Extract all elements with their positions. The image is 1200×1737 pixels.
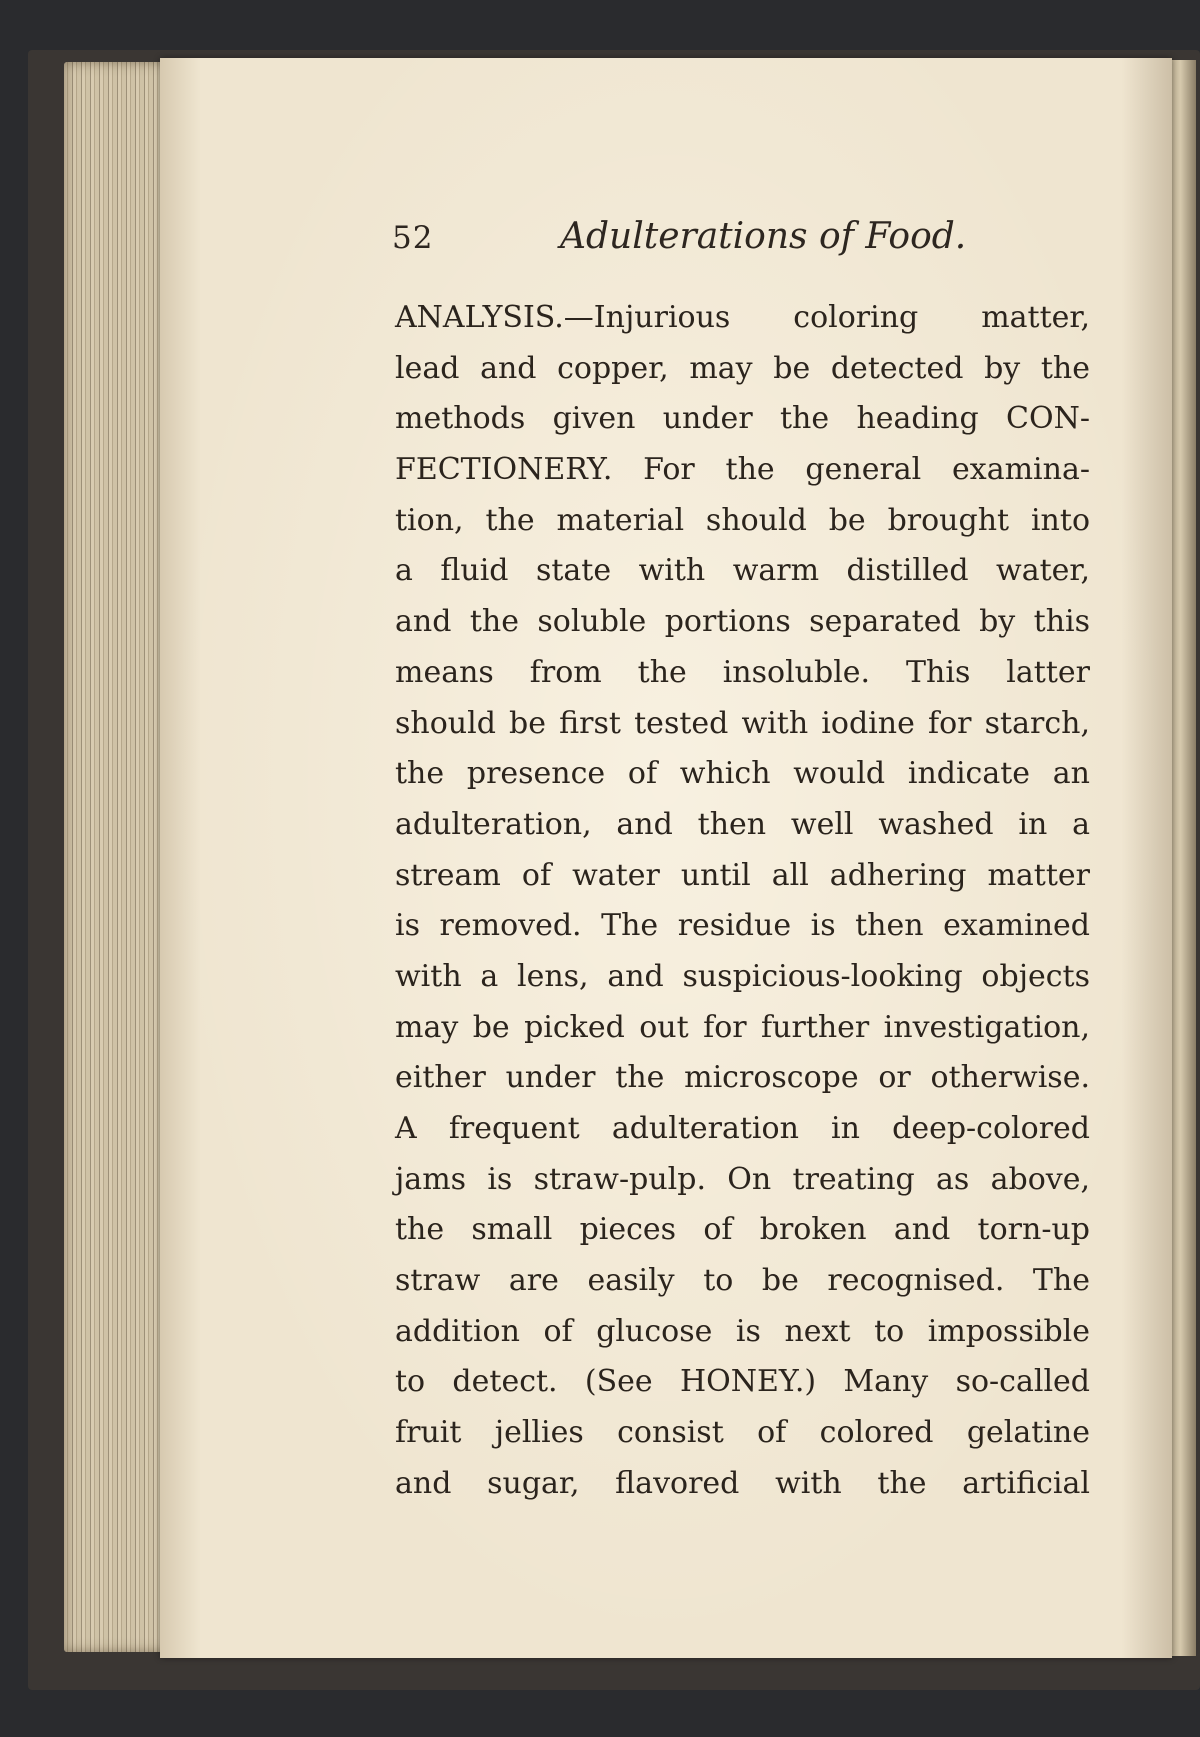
text-line: the small pieces of broken and torn-up (395, 1212, 1090, 1248)
text-line: straw are easily to be recognised. The (395, 1263, 1090, 1299)
text-line: to detect. (See HONEY.) Many so-called (395, 1364, 1090, 1400)
text-line: methods given under the heading CON- (395, 401, 1090, 437)
page-header (392, 216, 1092, 270)
text-line: may be picked out for further investigation, (395, 1009, 1090, 1045)
text-line: either under the microscope or otherwise. (395, 1060, 1090, 1096)
text-line: should be first tested with iodine for starch, (395, 705, 1090, 741)
text-line: FECTIONERY. For the general examina- (395, 452, 1090, 488)
text-line: adulteration, and then well washed in a (395, 806, 1090, 842)
text-line: lead and copper, may be detected by the (395, 350, 1090, 386)
text-line: means from the insoluble. This latter (395, 654, 1090, 690)
text-line: ANALYSIS.—Injurious coloring matter, (395, 300, 1090, 335)
text-line: fruit jellies consist of colored gelatine (395, 1415, 1090, 1451)
text-line: is removed. The residue is then examined (395, 908, 1090, 944)
running-title: Adulterations of Food. (560, 216, 967, 257)
text-line: A frequent adulteration in deep-colored (395, 1111, 1090, 1146)
text-line: and the soluble portions separated by this (395, 604, 1090, 640)
text-line: with a lens, and suspicious-looking objects (395, 958, 1090, 994)
text-line: the presence of which would indicate an (395, 756, 1090, 792)
page-number: 52 (392, 220, 434, 256)
text-line: a fluid state with warm distilled water, (395, 553, 1090, 589)
text-line: stream of water until all adhering matter (395, 857, 1090, 893)
text-line: addition of glucose is next to impossible (395, 1313, 1090, 1349)
text-line: jams is straw-pulp. On treating as above, (395, 1161, 1090, 1197)
text-line: and sugar, flavored with the artificial (395, 1465, 1090, 1501)
text-line: tion, the material should be brought into (395, 502, 1090, 538)
right-page-edge (1170, 60, 1196, 1656)
body-text (395, 293, 1090, 1510)
